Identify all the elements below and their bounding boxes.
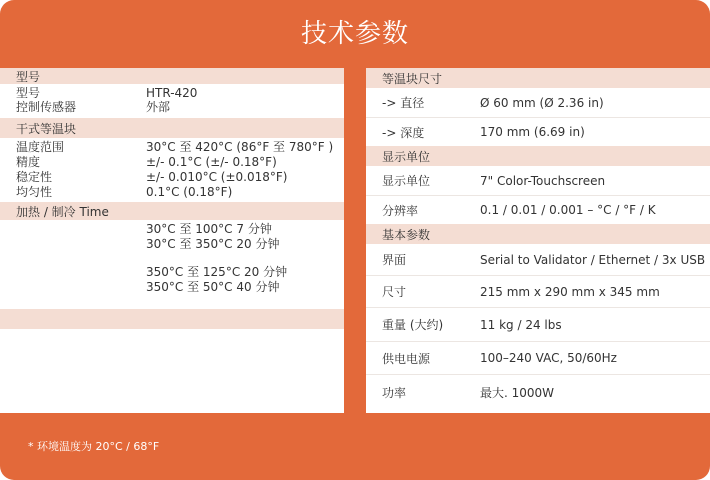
spec-value: 0.1°C (0.18°F): [146, 185, 233, 199]
section-header-display: 显示单位: [366, 146, 710, 166]
ambient-footnote: * 环境温度为 20°C / 68°F: [28, 440, 160, 453]
spec-label: 型号: [16, 86, 41, 100]
spec-value: 100–240 VAC, 50/60Hz: [480, 351, 617, 365]
spec-label: 稳定性: [16, 170, 53, 184]
spec-label: 供电电源: [382, 351, 431, 366]
blank-section-band: [0, 309, 344, 329]
spec-row: [0, 141, 344, 154]
spec-label: 温度范围: [16, 140, 65, 154]
spec-row: [366, 244, 710, 276]
spec-label: 尺寸: [382, 285, 407, 299]
spec-row: [366, 166, 710, 196]
spec-value: 170 mm (6.69 in): [480, 125, 585, 139]
spec-row: [366, 308, 710, 342]
section-header-basic: 基本参数: [366, 224, 710, 244]
spec-value: 11 kg / 24 lbs: [480, 317, 562, 332]
spec-row: [0, 100, 344, 114]
heat-time-line: 350°C 至 125°C 20 分钟: [146, 265, 288, 279]
spec-row: [0, 86, 344, 100]
spec-label: 功率: [382, 385, 407, 400]
spec-row: [366, 342, 710, 375]
spec-label: 均匀性: [16, 185, 53, 199]
spec-label: 控制传感器: [16, 100, 77, 114]
spec-value: Serial to Validator / Ethernet / 3x USB: [480, 252, 706, 267]
spec-value: 外部: [146, 100, 171, 114]
section-header-heat-cool: 加热 / 制冷 Time: [0, 202, 344, 220]
spec-value: ±/- 0.1°C (±/- 0.18°F): [146, 155, 277, 169]
heat-cool-times: [0, 220, 344, 294]
spec-label: 界面: [382, 253, 407, 267]
spec-label: 显示单位: [382, 174, 431, 188]
section-header-block-dimensions: 等温块尺寸: [366, 68, 710, 88]
right-spec-panel: [366, 68, 710, 413]
heat-time-line: 30°C 至 100°C 7 分钟: [146, 222, 272, 236]
spec-value: 30°C 至 420°C (86°F 至 780°F ): [146, 140, 334, 154]
spec-value: ±/- 0.010°C (±0.018°F): [146, 170, 288, 184]
spec-label: 重量 (大约): [382, 318, 444, 332]
spec-value: 最大. 1000W: [480, 385, 555, 400]
spec-value: Ø 60 mm (Ø 2.36 in): [480, 95, 604, 110]
spec-row: [366, 88, 710, 118]
spec-row: [366, 276, 710, 308]
spec-value: 7" Color-Touchscreen: [480, 173, 606, 188]
page-title: 技术参数: [300, 19, 409, 49]
spec-row: [366, 375, 710, 409]
spec-label: -> 深度: [382, 125, 425, 140]
heat-time-spacer: [146, 251, 344, 265]
left-spec-panel: [0, 68, 344, 413]
spec-row: [366, 118, 710, 146]
spec-value: 215 mm x 290 mm x 345 mm: [480, 284, 660, 299]
spec-row: [0, 184, 344, 200]
spec-row: [0, 154, 344, 170]
section-header-model: 型号: [0, 68, 344, 84]
spec-label: -> 直径: [382, 96, 425, 110]
heat-time-line: 350°C 至 50°C 40 分钟: [146, 279, 280, 294]
spec-label: 精度: [16, 155, 41, 169]
spec-label: 分辨率: [382, 203, 419, 218]
spec-value: HTR-420: [146, 86, 198, 100]
spec-row: [0, 170, 344, 184]
heat-time-line: 30°C 至 350°C 20 分钟: [146, 236, 280, 251]
spec-row: [366, 196, 710, 224]
spec-value: 0.1 / 0.01 / 0.001 – °C / °F / K: [480, 203, 656, 217]
section-header-dry-block: 干式等温块: [0, 118, 344, 138]
